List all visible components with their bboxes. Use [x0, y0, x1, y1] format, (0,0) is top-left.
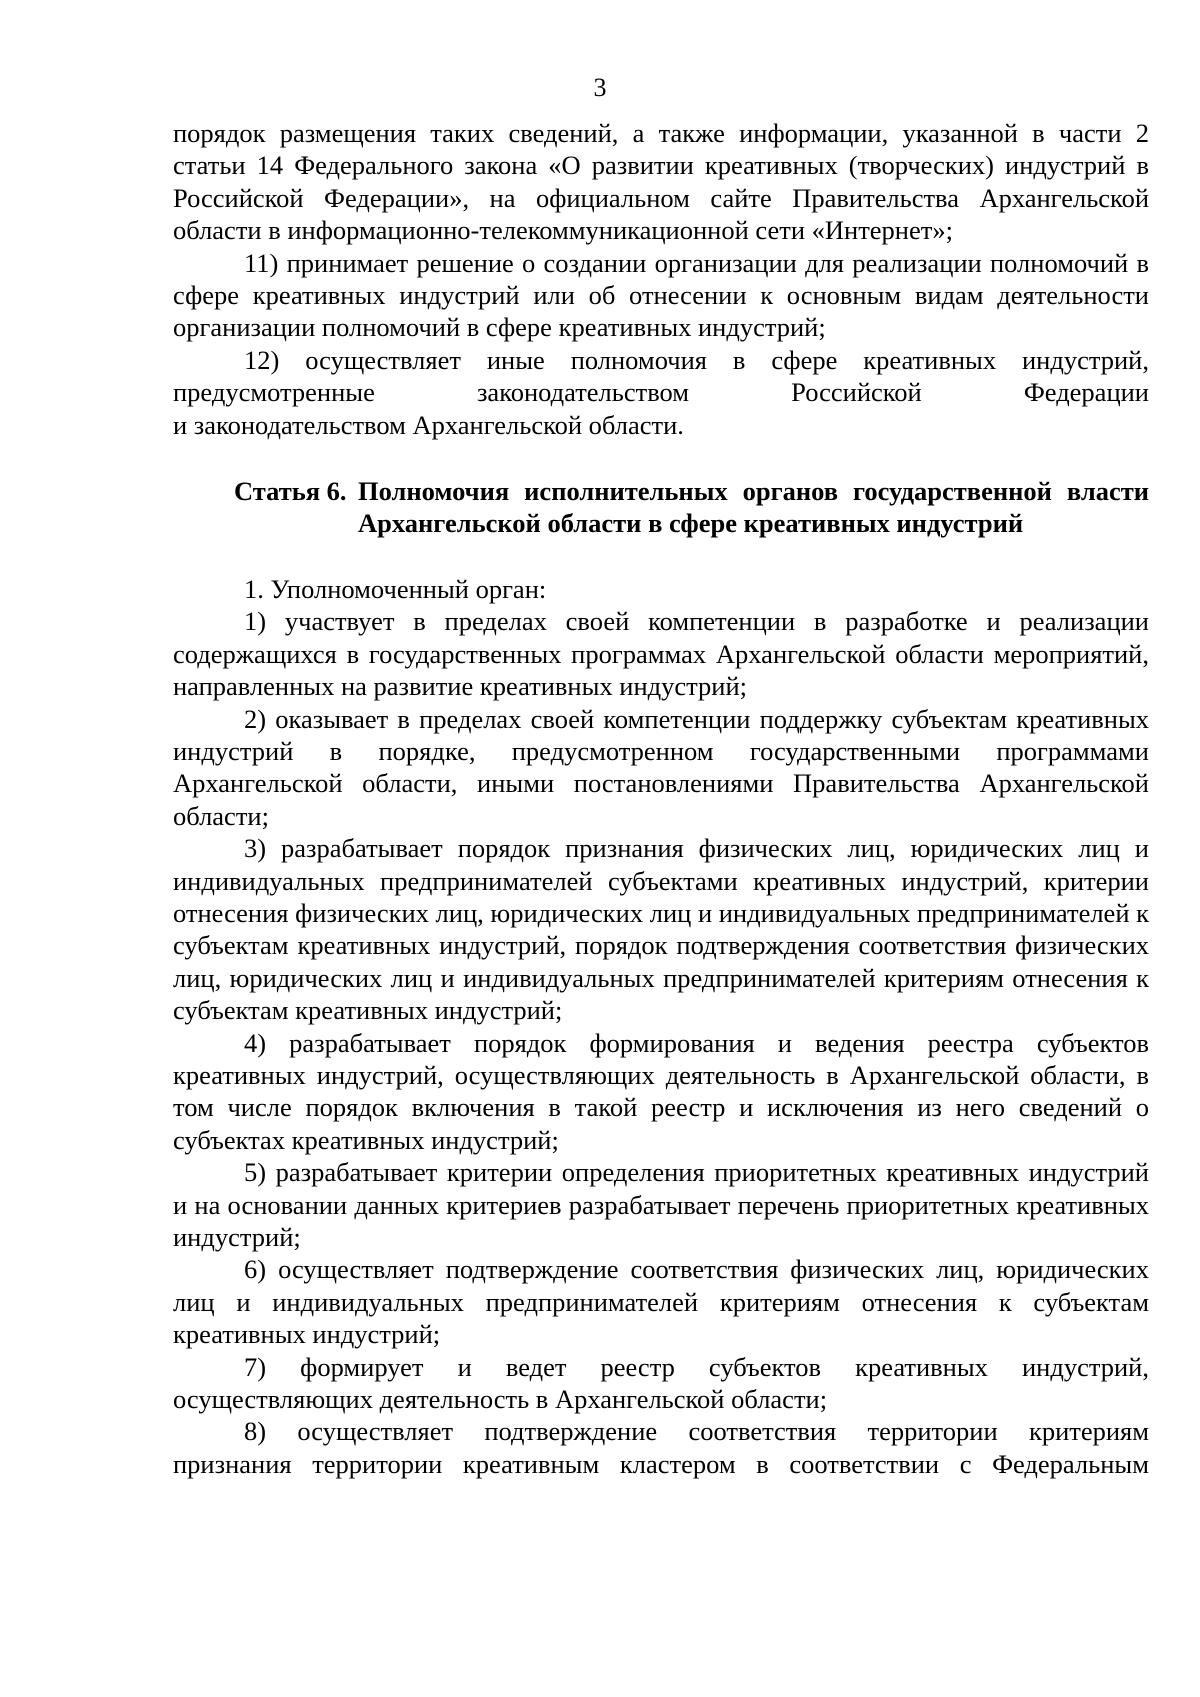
article-heading — [173, 475, 1149, 540]
list-item-7: 7) формирует и ведет реестр субъектов креативных индустрий, осуществляющих деятельность в Архангельской области; — [173, 1351, 1149, 1415]
list-item-4: 4) разрабатывает порядок формирования и ведения реестра субъектов креативных индустрий, осуществляющих деятельность в Архангельской области, в том числе порядок включения в такой реестр и исключения из него сведений о субъектах креативных индустрий; — [173, 1027, 1149, 1155]
paragraph-continuation: порядок размещения таких сведений, а также информации, указанной в части 2 статьи 14 Федерального закона «О развитии креативных (творческих) индустрий в Российской Федерации», на официальном сайте Правительства Архангельской области в информационно-телекоммуникационной сети «Интернет»; — [173, 118, 1149, 246]
page-number: 3 — [593, 73, 607, 102]
list-item-12-continuation: и законодательством Архангельской области. — [173, 409, 684, 440]
list-item-2: 2) оказывает в пределах своей компетенции поддержку субъектам креативных индустрий в порядке, предусмотренном государственными программами Архангельской области, иными постановлениями Правительства Архангельской области; — [173, 703, 1149, 831]
document-body — [173, 117, 1149, 1480]
list-item-3: 3) разрабатывает порядок признания физических лиц, юридических лиц и индивидуальных предпринимателей субъектами креативных индустрий, критерии отнесения физических лиц, юридических лиц и индивидуальных предпринимателей к субъектам креативных индустрий, порядок подтверждения соответствия физических лиц, юридических лиц и индивидуальных предпринимателей критериям отнесения к субъектам креативных индустрий; — [173, 833, 1149, 1026]
article-title: Полномочия исполнительных органов государственной власти Архангельской области в сфере креативных индустрий — [358, 476, 1149, 539]
list-item-5: 5) разрабатывает критерии определения приоритетных креативных индустрий и на основании данных критериев разрабатывает перечень приоритетных креативных индустрий; — [173, 1157, 1149, 1252]
clause-heading: 1. Уполномоченный орган: — [244, 573, 547, 604]
article-number: Статья 6. — [234, 476, 347, 507]
list-item-1: 1) участвует в пределах своей компетенции в разработке и реализации содержащихся в государственных программах Архангельской области мероприятий, направленных на развитие креативных индустрий; — [173, 606, 1149, 702]
list-item-8: 8) осуществляет подтверждение соответствия территории критериям признания территории креативным кластером в соответствии с Федеральным — [173, 1416, 1149, 1479]
list-item-11: 11) принимает решение о создании организации для реализации полномочий в сфере креативных индустрий или об отнесении к основным видам деятельности организации полномочий в сфере креативных индустрий; — [173, 247, 1149, 343]
list-item-6: 6) осуществляет подтверждение соответствия физических лиц, юридических лиц и индивидуальных предпринимателей критериям отнесения к субъектам креативных индустрий; — [173, 1254, 1149, 1350]
list-item-12: 12) осуществляет иные полномочия в сфере креативных индустрий, предусмотренные законодательством Российской Федерации — [173, 344, 1149, 408]
